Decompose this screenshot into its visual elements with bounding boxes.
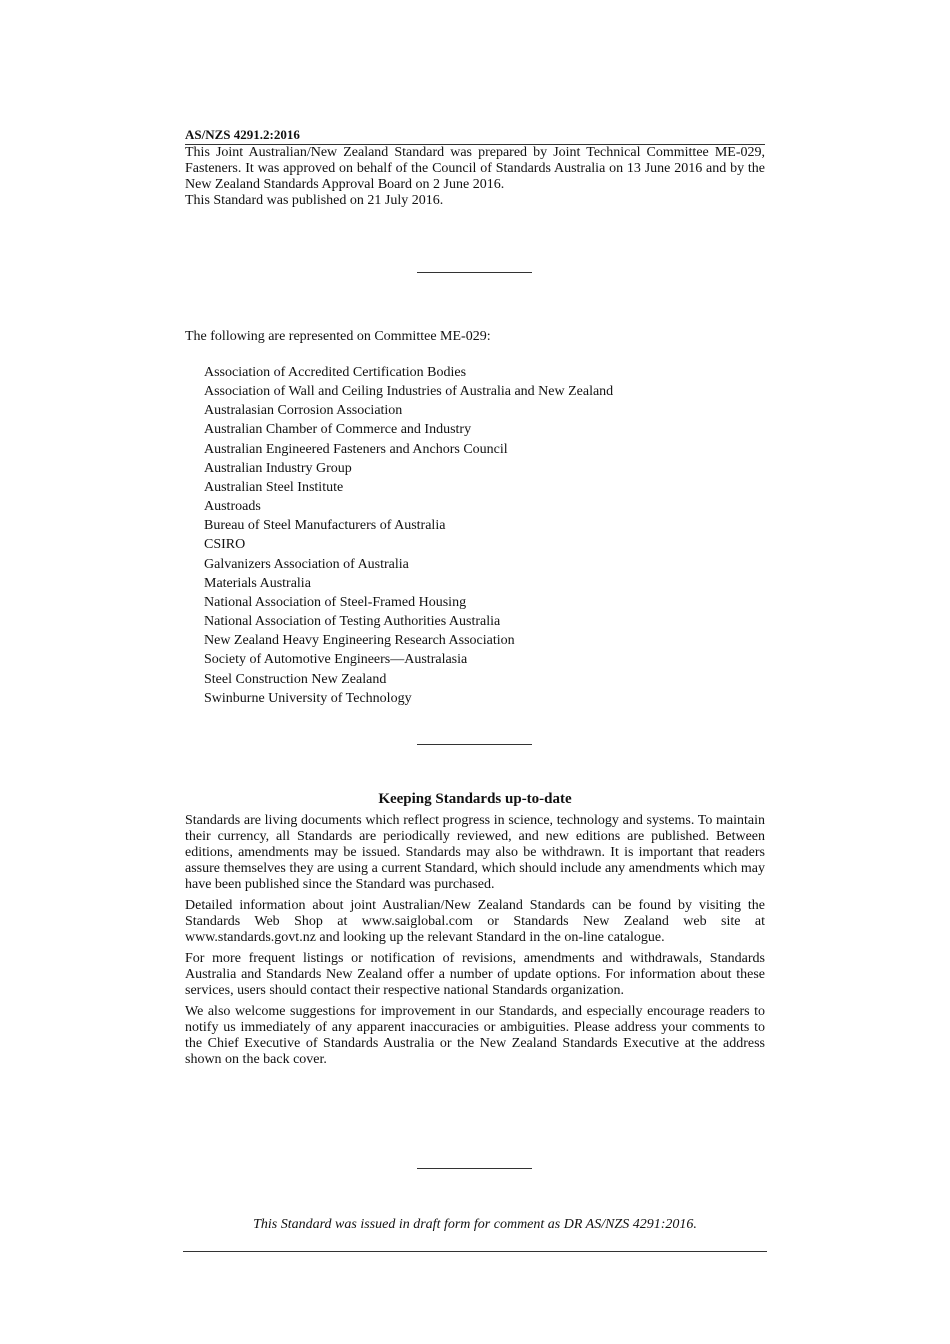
committee-member: National Association of Steel-Framed Housing xyxy=(204,594,467,610)
committee-member: Materials Australia xyxy=(204,575,311,591)
footer-rule xyxy=(183,1251,767,1252)
section-heading: Keeping Standards up-to-date xyxy=(378,791,572,807)
body-paragraph: We also welcome suggestions for improvement in our Standards, and especially encourage readers to notify us immediately of any apparent inaccuracies or ambiguities. Please address your comments to the Chief Executive of Standards Australia or the New Zealand Standards Executive at the address shown on the back cover. xyxy=(185,1004,765,1067)
committee-member: Australian Industry Group xyxy=(204,460,352,476)
committee-member: CSIRO xyxy=(204,537,246,553)
committee-member: Australian Engineered Fasteners and Anchors Council xyxy=(204,441,508,457)
body-paragraph: For more frequent listings or notification of revisions, amendments and withdrawals, Standards Australia and Standards New Zealand offer a number of update options. For information about these services, users should contact their respective national Standards organization. xyxy=(185,951,765,998)
section-divider xyxy=(417,1168,532,1169)
committee-member: Steel Construction New Zealand xyxy=(204,671,387,687)
approval-paragraph: This Joint Australian/New Zealand Standard was prepared by Joint Technical Committee ME-029, Fasteners. It was approved on behalf of the Council of Standards Australia on 13 June 2016 and by the New Zealand Standards Approval Board on 2 June 2016. xyxy=(185,145,765,192)
committee-member: Association of Accredited Certification Bodies xyxy=(204,365,467,380)
keeping-standards-body xyxy=(185,813,765,1073)
publication-date-paragraph: This Standard was published on 21 July 2016. xyxy=(185,193,444,208)
committee-member: National Association of Testing Authorities Australia xyxy=(204,614,501,630)
committee-member: New Zealand Heavy Engineering Research Association xyxy=(204,633,515,649)
body-paragraph: Detailed information about joint Australian/New Zealand Standards can be found by visiting the Standards Web Shop at www.saiglobal.com or Standards New Zealand web site at www.standards.govt.nz and looking up the relevant Standard in the on-line catalogue. xyxy=(185,898,765,945)
approval-statement xyxy=(185,145,765,209)
committee-member: Association of Wall and Ceiling Industries of Australia and New Zealand xyxy=(204,384,614,400)
committee-intro: The following are represented on Committee ME-029: xyxy=(185,329,491,344)
section-divider xyxy=(417,272,532,273)
committee-member: Society of Automotive Engineers—Australasia xyxy=(204,652,468,668)
committee-member: Australasian Corrosion Association xyxy=(204,403,403,419)
committee-member: Australian Chamber of Commerce and Industry xyxy=(204,422,472,438)
committee-member: Galvanizers Association of Australia xyxy=(204,556,409,572)
committee-member: Austroads xyxy=(204,499,261,515)
document-code: AS/NZS 4291.2:2016 xyxy=(185,127,765,145)
committee-member-list xyxy=(204,363,764,708)
draft-note: This Standard was issued in draft form for comment as DR AS/NZS 4291:2016. xyxy=(253,1217,697,1232)
section-divider xyxy=(417,744,532,745)
committee-member: Swinburne University of Technology xyxy=(204,690,412,706)
committee-member: Australian Steel Institute xyxy=(204,479,344,495)
committee-member: Bureau of Steel Manufacturers of Australia xyxy=(204,518,446,534)
body-paragraph: Standards are living documents which reflect progress in science, technology and systems. To maintain their currency, all Standards are periodically reviewed, and new editions are published. Between editions, amendments may be issued. Standards may also be withdrawn. It is important that readers assure themselves they are using a current Standard, which should include any amendments which may have been published since the Standard was purchased. xyxy=(185,813,765,892)
